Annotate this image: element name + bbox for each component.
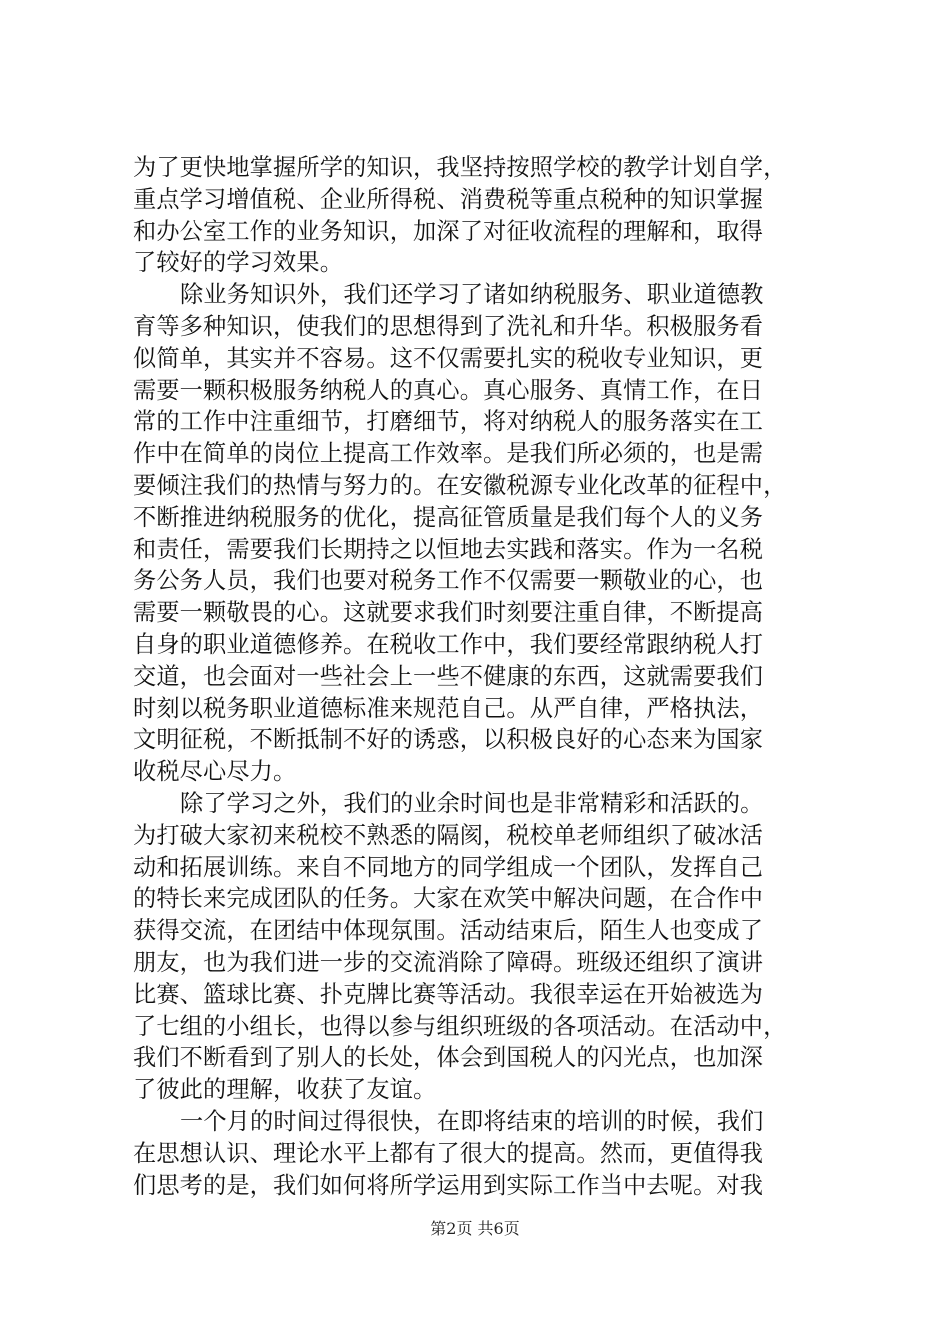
text-line: 交道，也会面对一些社会上一些不健康的东西，这就需要我们 bbox=[133, 662, 764, 690]
text-line: 在思想认识、理论水平上都有了很大的提高。然而，更值得我 bbox=[133, 1139, 764, 1167]
text-line: 了彼此的理解，收获了友谊。 bbox=[133, 1076, 437, 1104]
text-line: 们思考的是，我们如何将所学运用到实际工作当中去呢。对我 bbox=[133, 1171, 764, 1199]
text-line: 收税尽心尽力。 bbox=[133, 758, 297, 786]
text-line: 除业务知识外，我们还学习了诸如纳税服务、职业道德教 bbox=[180, 281, 764, 309]
text-line: 的特长来完成团队的任务。大家在欢笑中解决问题，在合作中 bbox=[133, 885, 764, 913]
text-line: 作中在简单的岗位上提高工作效率。是我们所必须的，也是需 bbox=[133, 440, 764, 468]
text-line: 务公务人员，我们也要对税务工作不仅需要一颗敬业的心，也 bbox=[133, 567, 764, 595]
text-line: 我们不断看到了别人的长处，体会到国税人的闪光点，也加深 bbox=[133, 1044, 764, 1072]
page-footer: 第2页 共6页 bbox=[430, 1219, 520, 1238]
text-line: 和办公室工作的业务知识，加深了对征收流程的理解和，取得 bbox=[133, 217, 764, 245]
text-line: 需要一颗敬畏的心。这就要求我们时刻要注重自律，不断提高 bbox=[133, 599, 764, 627]
text-line: 一个月的时间过得很快，在即将结束的培训的时候，我们 bbox=[180, 1107, 764, 1135]
text-line: 比赛、篮球比赛、扑克牌比赛等活动。我很幸运在开始被选为 bbox=[133, 980, 764, 1008]
document-body bbox=[133, 152, 833, 1201]
text-line: 了七组的小组长，也得以参与组织班级的各项活动。在活动中， bbox=[133, 1012, 787, 1040]
text-line: 需要一颗积极服务纳税人的真心。真心服务、真情工作，在日 bbox=[133, 376, 764, 404]
text-line: 自身的职业道德修养。在税收工作中，我们要经常跟纳税人打 bbox=[133, 630, 764, 658]
text-line: 除了学习之外，我们的业余时间也是非常精彩和活跃的。 bbox=[180, 789, 764, 817]
text-line: 似简单，其实并不容易。这不仅需要扎实的税收专业知识，更 bbox=[133, 344, 764, 372]
text-line: 和责任，需要我们长期持之以恒地去实践和落实。作为一名税 bbox=[133, 535, 764, 563]
text-line: 动和拓展训练。来自不同地方的同学组成一个团队，发挥自己 bbox=[133, 853, 764, 881]
text-line: 为打破大家初来税校不熟悉的隔阂，税校单老师组织了破冰活 bbox=[133, 821, 764, 849]
text-line: 朋友，也为我们进一步的交流消除了障碍。班级还组织了演讲 bbox=[133, 948, 764, 976]
text-line: 了较好的学习效果。 bbox=[133, 249, 344, 277]
text-line: 常的工作中注重细节，打磨细节，将对纳税人的服务落实在工 bbox=[133, 408, 764, 436]
text-line: 要倾注我们的热情与努力的。在安徽税源专业化改革的征程中， bbox=[133, 471, 787, 499]
text-line: 为了更快地掌握所学的知识，我坚持按照学校的教学计划自学， bbox=[133, 154, 787, 181]
text-line: 育等多种知识，使我们的思想得到了洗礼和升华。积极服务看 bbox=[133, 312, 764, 340]
text-line: 重点学习增值税、企业所得税、消费税等重点税种的知识掌握 bbox=[133, 185, 764, 213]
text-line: 文明征税，不断抵制不好的诱惑，以积极良好的心态来为国家 bbox=[133, 726, 764, 754]
text-line: 时刻以税务职业道德标准来规范自己。从严自律，严格执法， bbox=[133, 694, 764, 722]
text-line: 不断推进纳税服务的优化，提高征管质量是我们每个人的义务 bbox=[133, 503, 764, 531]
text-line: 获得交流，在团结中体现氛围。活动结束后，陌生人也变成了 bbox=[133, 917, 764, 945]
